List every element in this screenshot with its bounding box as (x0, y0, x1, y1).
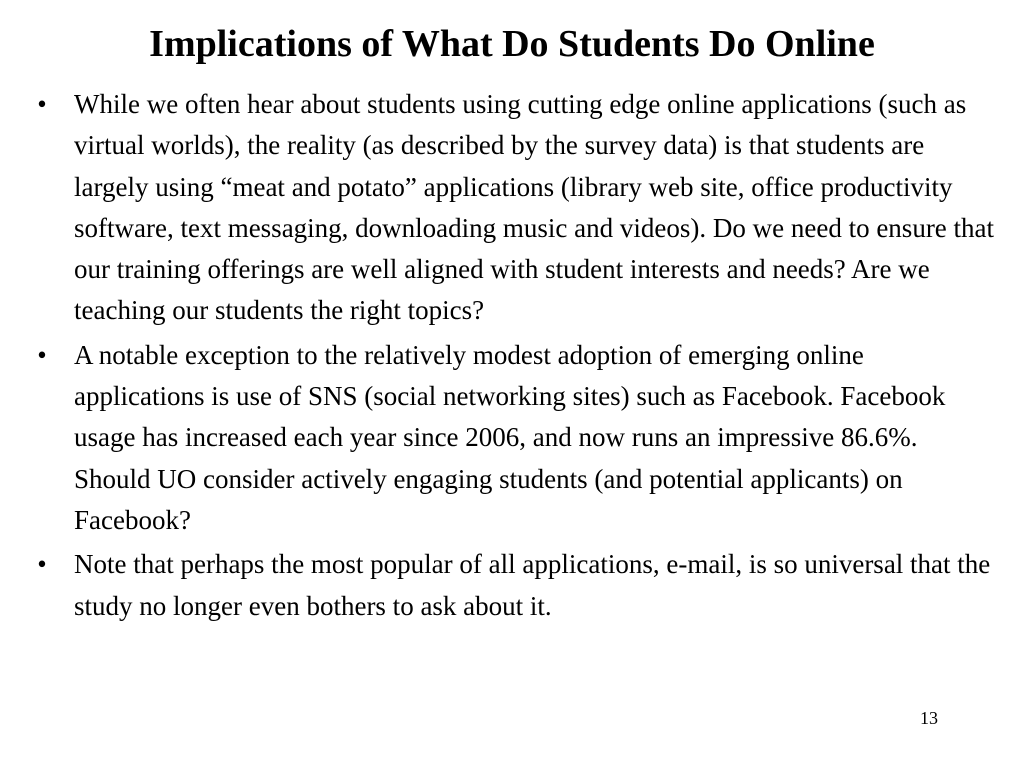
bullet-marker: • (37, 339, 47, 370)
bullet-marker: • (37, 89, 47, 119)
bullet-item (30, 84, 1000, 332)
bullet-text: Note that perhaps the most popular of all applications, e-mail, is so universal that the study no longer even bothers to ask about it. (74, 549, 991, 621)
slide-number: 13 (920, 708, 938, 728)
bullet-item (30, 335, 1000, 541)
bullet-list (30, 84, 1000, 630)
bullet-marker: • (37, 549, 47, 580)
slide-title: Implications of What Do Students Do Online (149, 23, 875, 65)
bullet-text: While we often hear about students using cutting edge online applications (such as virtual worlds), the reality (as described by the survey data) is that students are largely using “meat and potato” applications (library web site, office productivity software, text messaging, downloading music and videos). Do we need to ensure that our training offerings are well aligned with student interests and needs? Are we teaching our students the right topics? (74, 89, 995, 326)
bullet-item (30, 544, 1000, 627)
bullet-text: A notable exception to the relatively modest adoption of emerging online applications is use of SNS (social networking sites) such as Facebook. Facebook usage has increased each year since 2006, and now runs an impressive 86.6%. Should UO consider actively engaging students (and potential applicants) on Facebook? (74, 339, 946, 535)
